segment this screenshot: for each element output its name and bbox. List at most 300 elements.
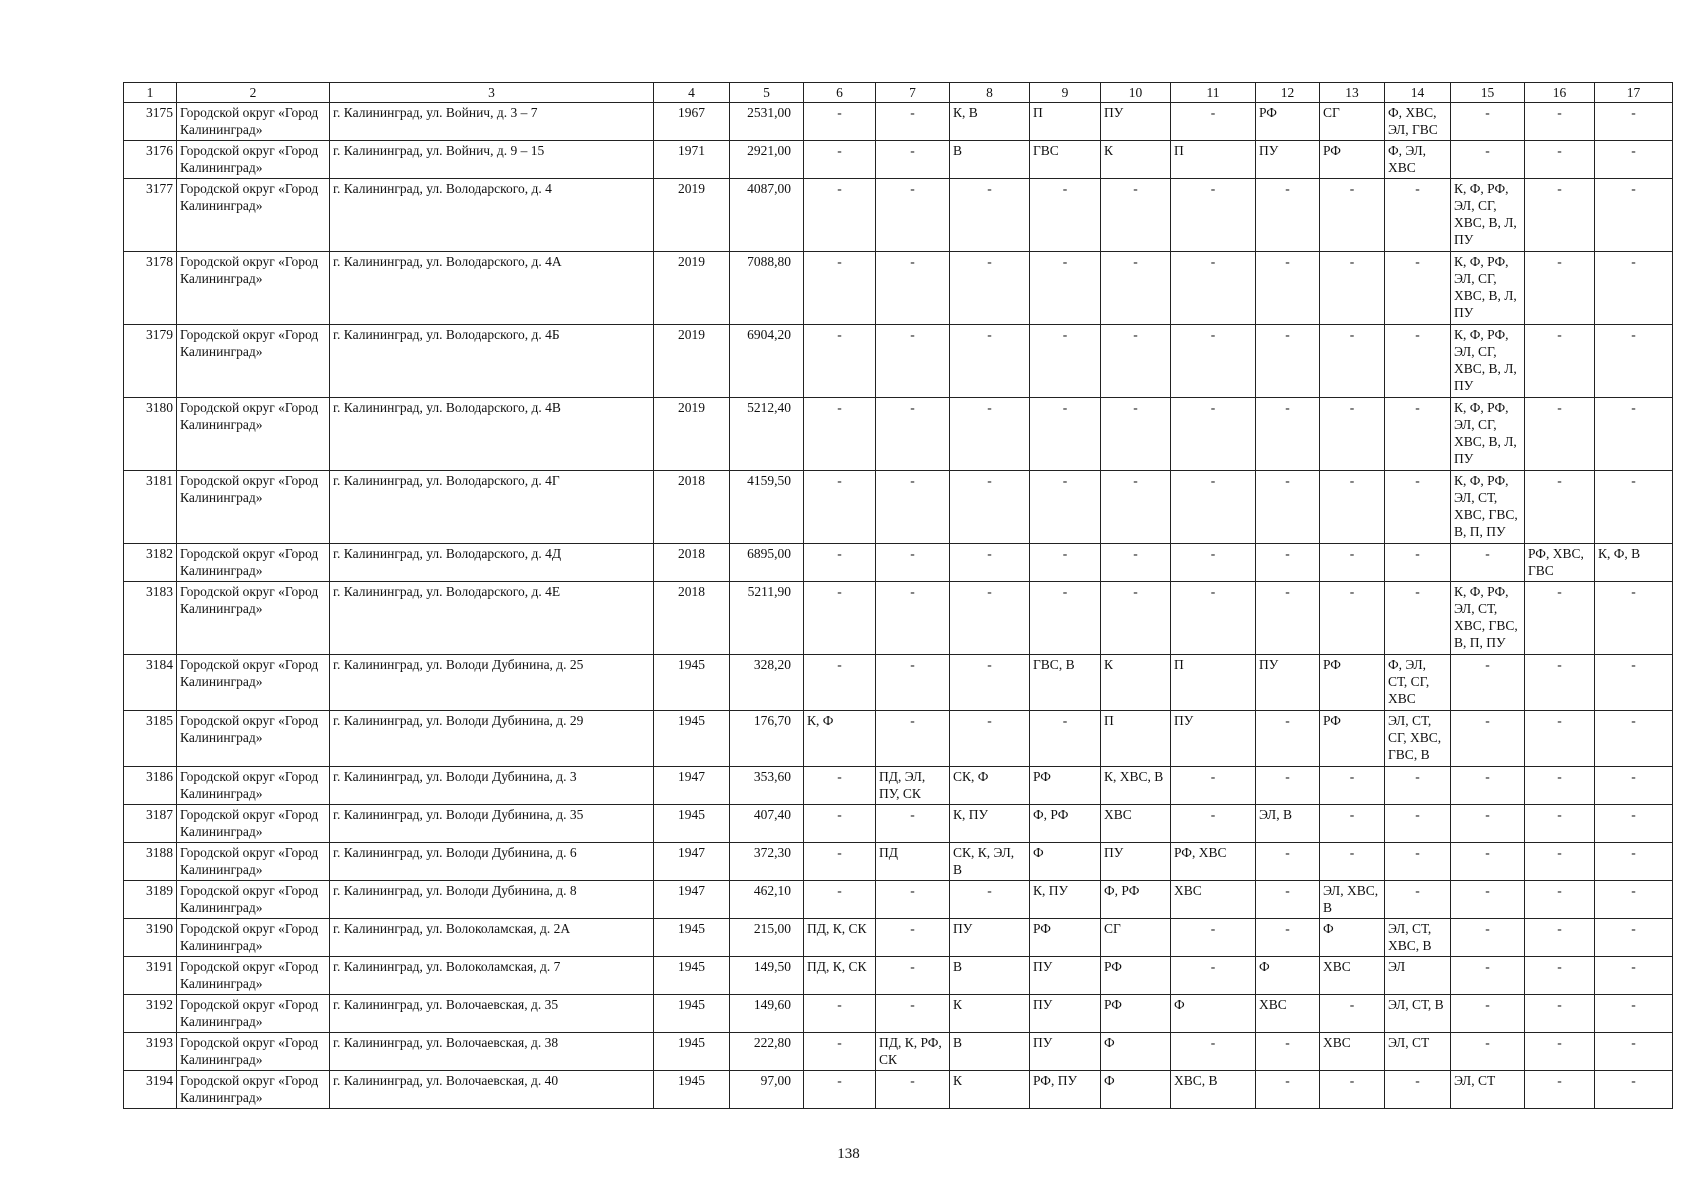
cell-num: 3186	[124, 767, 177, 805]
cell-c12: -	[1256, 767, 1320, 805]
cell-num: 3185	[124, 711, 177, 767]
cell-c17: -	[1595, 398, 1673, 471]
cell-c6: -	[804, 325, 876, 398]
cell-address: г. Калининград, ул. Володарского, д. 4Е	[330, 582, 654, 655]
cell-c16: РФ, ХВС, ГВС	[1525, 544, 1595, 582]
cell-c15: К, Ф, РФ, ЭЛ, СГ, ХВС, В, Л, ПУ	[1451, 252, 1525, 325]
cell-area: 407,40	[730, 805, 804, 843]
cell-c11: -	[1171, 103, 1256, 141]
cell-year: 1947	[654, 843, 730, 881]
cell-c16: -	[1525, 1071, 1595, 1109]
table-row	[124, 141, 1673, 179]
cell-num: 3189	[124, 881, 177, 919]
column-header: 6	[804, 83, 876, 103]
cell-c13: -	[1320, 995, 1385, 1033]
cell-area: 6904,20	[730, 325, 804, 398]
cell-c8: -	[950, 655, 1030, 711]
cell-c11: -	[1171, 544, 1256, 582]
cell-year: 1947	[654, 767, 730, 805]
cell-c9: ПУ	[1030, 957, 1101, 995]
cell-num: 3181	[124, 471, 177, 544]
table-row	[124, 252, 1673, 325]
cell-c15: -	[1451, 1033, 1525, 1071]
cell-c7: -	[876, 103, 950, 141]
cell-c9: ПУ	[1030, 995, 1101, 1033]
cell-okrug: Городской округ «Город Калининград»	[177, 655, 330, 711]
cell-c16: -	[1525, 805, 1595, 843]
cell-c6: -	[804, 252, 876, 325]
cell-c7: -	[876, 995, 950, 1033]
cell-c10: -	[1101, 544, 1171, 582]
cell-address: г. Калининград, ул. Володарского, д. 4А	[330, 252, 654, 325]
table-row	[124, 957, 1673, 995]
cell-address: г. Калининград, ул. Володарского, д. 4Д	[330, 544, 654, 582]
column-header: 9	[1030, 83, 1101, 103]
cell-area: 4159,50	[730, 471, 804, 544]
cell-c14: -	[1385, 252, 1451, 325]
cell-c11: П	[1171, 141, 1256, 179]
cell-c13: ХВС	[1320, 1033, 1385, 1071]
cell-area: 222,80	[730, 1033, 804, 1071]
cell-num: 3180	[124, 398, 177, 471]
cell-c8: -	[950, 881, 1030, 919]
cell-okrug: Городской округ «Город Калининград»	[177, 582, 330, 655]
cell-c11: -	[1171, 179, 1256, 252]
cell-c13: -	[1320, 1071, 1385, 1109]
cell-address: г. Калининград, ул. Володарского, д. 4Г	[330, 471, 654, 544]
cell-c10: Ф	[1101, 1033, 1171, 1071]
cell-c15: -	[1451, 843, 1525, 881]
cell-c6: ПД, К, СК	[804, 919, 876, 957]
cell-c10: -	[1101, 582, 1171, 655]
cell-c10: -	[1101, 179, 1171, 252]
cell-c7: ПД, К, РФ, СК	[876, 1033, 950, 1071]
cell-c15: ЭЛ, СТ	[1451, 1071, 1525, 1109]
cell-c8: К	[950, 1071, 1030, 1109]
cell-c9: РФ, ПУ	[1030, 1071, 1101, 1109]
cell-c12: Ф	[1256, 957, 1320, 995]
cell-c17: -	[1595, 711, 1673, 767]
cell-c9: Ф	[1030, 843, 1101, 881]
cell-year: 2019	[654, 252, 730, 325]
cell-c12: -	[1256, 398, 1320, 471]
cell-c6: -	[804, 655, 876, 711]
cell-num: 3188	[124, 843, 177, 881]
cell-c14: -	[1385, 179, 1451, 252]
cell-address: г. Калининград, ул. Володи Дубинина, д. 25	[330, 655, 654, 711]
cell-c7: -	[876, 919, 950, 957]
cell-c10: К	[1101, 141, 1171, 179]
cell-num: 3175	[124, 103, 177, 141]
cell-okrug: Городской округ «Город Калининград»	[177, 141, 330, 179]
cell-c11: ПУ	[1171, 711, 1256, 767]
cell-year: 2018	[654, 582, 730, 655]
table-row	[124, 103, 1673, 141]
cell-c12: -	[1256, 325, 1320, 398]
cell-c14: -	[1385, 398, 1451, 471]
cell-c16: -	[1525, 471, 1595, 544]
cell-c12: -	[1256, 1033, 1320, 1071]
cell-num: 3178	[124, 252, 177, 325]
table-row	[124, 1071, 1673, 1109]
cell-c15: -	[1451, 919, 1525, 957]
cell-c6: -	[804, 995, 876, 1033]
cell-c15: -	[1451, 103, 1525, 141]
cell-c13: -	[1320, 805, 1385, 843]
cell-c14: -	[1385, 1071, 1451, 1109]
cell-address: г. Калининград, ул. Войнич, д. 3 – 7	[330, 103, 654, 141]
cell-c6: -	[804, 843, 876, 881]
cell-c17: -	[1595, 957, 1673, 995]
cell-year: 1945	[654, 711, 730, 767]
cell-address: г. Калининград, ул. Волоколамская, д. 2А	[330, 919, 654, 957]
cell-c11: -	[1171, 805, 1256, 843]
cell-c11: -	[1171, 471, 1256, 544]
cell-c12: ПУ	[1256, 655, 1320, 711]
cell-address: г. Калининград, ул. Володи Дубинина, д. 6	[330, 843, 654, 881]
cell-c15: -	[1451, 655, 1525, 711]
cell-c17: -	[1595, 995, 1673, 1033]
cell-c8: -	[950, 544, 1030, 582]
cell-okrug: Городской округ «Город Калининград»	[177, 544, 330, 582]
cell-okrug: Городской округ «Город Калининград»	[177, 995, 330, 1033]
cell-okrug: Городской округ «Город Калининград»	[177, 1071, 330, 1109]
cell-area: 5212,40	[730, 398, 804, 471]
cell-num: 3184	[124, 655, 177, 711]
cell-c8: ПУ	[950, 919, 1030, 957]
cell-c16: -	[1525, 398, 1595, 471]
cell-c6: -	[804, 141, 876, 179]
cell-c7: -	[876, 1071, 950, 1109]
cell-c7: ПД, ЭЛ, ПУ, СК	[876, 767, 950, 805]
cell-c15: К, Ф, РФ, ЭЛ, СГ, ХВС, В, Л, ПУ	[1451, 325, 1525, 398]
cell-c11: -	[1171, 252, 1256, 325]
cell-c14: ЭЛ, СТ, СГ, ХВС, ГВС, В	[1385, 711, 1451, 767]
cell-c14: -	[1385, 805, 1451, 843]
cell-c14: Ф, ХВС, ЭЛ, ГВС	[1385, 103, 1451, 141]
cell-c13: ХВС	[1320, 957, 1385, 995]
cell-c13: -	[1320, 179, 1385, 252]
cell-area: 176,70	[730, 711, 804, 767]
cell-c11: РФ, ХВС	[1171, 843, 1256, 881]
cell-c17: -	[1595, 141, 1673, 179]
cell-c11: -	[1171, 919, 1256, 957]
cell-year: 2019	[654, 398, 730, 471]
cell-year: 1971	[654, 141, 730, 179]
cell-c13: -	[1320, 767, 1385, 805]
cell-c10: СГ	[1101, 919, 1171, 957]
cell-c16: -	[1525, 141, 1595, 179]
cell-c7: -	[876, 881, 950, 919]
cell-c10: ПУ	[1101, 103, 1171, 141]
table-row	[124, 919, 1673, 957]
cell-c9: ГВС	[1030, 141, 1101, 179]
cell-c13: -	[1320, 582, 1385, 655]
cell-c6: -	[804, 398, 876, 471]
cell-c9: -	[1030, 711, 1101, 767]
column-header: 13	[1320, 83, 1385, 103]
cell-area: 97,00	[730, 1071, 804, 1109]
cell-c17: -	[1595, 805, 1673, 843]
cell-c9: ПУ	[1030, 1033, 1101, 1071]
cell-c8: К, ПУ	[950, 805, 1030, 843]
cell-c14: -	[1385, 325, 1451, 398]
column-header: 2	[177, 83, 330, 103]
cell-c16: -	[1525, 655, 1595, 711]
cell-c13: РФ	[1320, 141, 1385, 179]
cell-c8: В	[950, 957, 1030, 995]
cell-c15: К, Ф, РФ, ЭЛ, СТ, ХВС, ГВС, В, П, ПУ	[1451, 471, 1525, 544]
cell-c12: -	[1256, 544, 1320, 582]
table-row	[124, 655, 1673, 711]
cell-c7: -	[876, 179, 950, 252]
column-header: 11	[1171, 83, 1256, 103]
cell-c16: -	[1525, 957, 1595, 995]
cell-c13: -	[1320, 843, 1385, 881]
cell-c13: -	[1320, 325, 1385, 398]
cell-c16: -	[1525, 919, 1595, 957]
cell-c6: -	[804, 881, 876, 919]
cell-c13: Ф	[1320, 919, 1385, 957]
cell-c16: -	[1525, 881, 1595, 919]
cell-c8: -	[950, 398, 1030, 471]
cell-c16: -	[1525, 252, 1595, 325]
cell-year: 1945	[654, 1071, 730, 1109]
cell-c12: ЭЛ, В	[1256, 805, 1320, 843]
cell-c12: -	[1256, 711, 1320, 767]
cell-c12: ХВС	[1256, 995, 1320, 1033]
cell-c8: -	[950, 325, 1030, 398]
table-row	[124, 398, 1673, 471]
cell-c16: -	[1525, 711, 1595, 767]
cell-c15: К, Ф, РФ, ЭЛ, СТ, ХВС, ГВС, В, П, ПУ	[1451, 582, 1525, 655]
cell-c15: К, Ф, РФ, ЭЛ, СГ, ХВС, В, Л, ПУ	[1451, 398, 1525, 471]
cell-c12: -	[1256, 252, 1320, 325]
table-row	[124, 582, 1673, 655]
cell-c8: СК, Ф	[950, 767, 1030, 805]
cell-year: 1945	[654, 805, 730, 843]
cell-c8: В	[950, 141, 1030, 179]
cell-c7: -	[876, 805, 950, 843]
cell-c17: -	[1595, 843, 1673, 881]
cell-c17: -	[1595, 471, 1673, 544]
column-number-row	[124, 83, 1673, 103]
cell-c6: -	[804, 767, 876, 805]
cell-c9: К, ПУ	[1030, 881, 1101, 919]
cell-c13: СГ	[1320, 103, 1385, 141]
cell-c11: -	[1171, 1033, 1256, 1071]
cell-num: 3190	[124, 919, 177, 957]
cell-area: 215,00	[730, 919, 804, 957]
cell-c16: -	[1525, 179, 1595, 252]
cell-year: 1945	[654, 919, 730, 957]
cell-c12: -	[1256, 843, 1320, 881]
cell-c17: -	[1595, 1033, 1673, 1071]
cell-address: г. Калининград, ул. Володарского, д. 4В	[330, 398, 654, 471]
cell-c11: ХВС	[1171, 881, 1256, 919]
table-row	[124, 325, 1673, 398]
cell-c6: -	[804, 805, 876, 843]
cell-c10: К, ХВС, В	[1101, 767, 1171, 805]
cell-area: 149,60	[730, 995, 804, 1033]
cell-year: 1945	[654, 655, 730, 711]
cell-year: 1945	[654, 957, 730, 995]
table-row	[124, 711, 1673, 767]
cell-c9: -	[1030, 544, 1101, 582]
cell-address: г. Калининград, ул. Володи Дубинина, д. 29	[330, 711, 654, 767]
table-row	[124, 544, 1673, 582]
cell-c16: -	[1525, 995, 1595, 1033]
cell-c16: -	[1525, 325, 1595, 398]
cell-okrug: Городской округ «Город Калининград»	[177, 843, 330, 881]
cell-okrug: Городской округ «Город Калининград»	[177, 919, 330, 957]
column-header: 3	[330, 83, 654, 103]
cell-c8: -	[950, 711, 1030, 767]
cell-c13: РФ	[1320, 711, 1385, 767]
cell-c14: ЭЛ, СТ, В	[1385, 995, 1451, 1033]
cell-c17: -	[1595, 655, 1673, 711]
cell-c16: -	[1525, 582, 1595, 655]
cell-okrug: Городской округ «Город Калининград»	[177, 325, 330, 398]
cell-c15: -	[1451, 711, 1525, 767]
page-number: 138	[837, 1146, 860, 1162]
column-header: 14	[1385, 83, 1451, 103]
cell-c12: -	[1256, 179, 1320, 252]
cell-c13: -	[1320, 398, 1385, 471]
cell-c10: ХВС	[1101, 805, 1171, 843]
column-header: 4	[654, 83, 730, 103]
cell-c15: -	[1451, 544, 1525, 582]
cell-c6: -	[804, 582, 876, 655]
cell-num: 3192	[124, 995, 177, 1033]
cell-year: 2019	[654, 179, 730, 252]
cell-c11: -	[1171, 957, 1256, 995]
cell-c15: -	[1451, 957, 1525, 995]
cell-area: 7088,80	[730, 252, 804, 325]
cell-c10: -	[1101, 252, 1171, 325]
cell-c12: -	[1256, 582, 1320, 655]
cell-c6: -	[804, 1033, 876, 1071]
cell-c14: ЭЛ	[1385, 957, 1451, 995]
cell-c11: Ф	[1171, 995, 1256, 1033]
cell-c7: -	[876, 141, 950, 179]
registry-table	[123, 82, 1673, 1109]
cell-c15: -	[1451, 881, 1525, 919]
table-row	[124, 471, 1673, 544]
cell-c6: -	[804, 179, 876, 252]
cell-c9: -	[1030, 325, 1101, 398]
cell-c7: -	[876, 957, 950, 995]
cell-c11: -	[1171, 767, 1256, 805]
cell-c17: -	[1595, 919, 1673, 957]
cell-c9: РФ	[1030, 919, 1101, 957]
cell-c14: -	[1385, 544, 1451, 582]
cell-c12: ПУ	[1256, 141, 1320, 179]
table-row	[124, 179, 1673, 252]
cell-c17: -	[1595, 582, 1673, 655]
cell-c13: ЭЛ, ХВС, В	[1320, 881, 1385, 919]
cell-c14: Ф, ЭЛ, ХВС	[1385, 141, 1451, 179]
cell-okrug: Городской округ «Город Калининград»	[177, 881, 330, 919]
cell-c17: -	[1595, 767, 1673, 805]
cell-year: 1947	[654, 881, 730, 919]
cell-c9: -	[1030, 398, 1101, 471]
cell-num: 3191	[124, 957, 177, 995]
cell-c16: -	[1525, 103, 1595, 141]
cell-c10: К	[1101, 655, 1171, 711]
cell-c17: -	[1595, 325, 1673, 398]
cell-c6: -	[804, 471, 876, 544]
cell-c17: -	[1595, 179, 1673, 252]
cell-c6: -	[804, 544, 876, 582]
cell-c16: -	[1525, 1033, 1595, 1071]
column-header: 16	[1525, 83, 1595, 103]
cell-area: 149,50	[730, 957, 804, 995]
cell-c10: Ф, РФ	[1101, 881, 1171, 919]
cell-c15: К, Ф, РФ, ЭЛ, СГ, ХВС, В, Л, ПУ	[1451, 179, 1525, 252]
cell-c11: -	[1171, 582, 1256, 655]
column-header: 10	[1101, 83, 1171, 103]
cell-c11: ХВС, В	[1171, 1071, 1256, 1109]
cell-c9: ГВС, В	[1030, 655, 1101, 711]
cell-c7: -	[876, 544, 950, 582]
cell-c12: -	[1256, 1071, 1320, 1109]
cell-c8: -	[950, 179, 1030, 252]
cell-c9: Ф, РФ	[1030, 805, 1101, 843]
cell-c16: -	[1525, 767, 1595, 805]
cell-okrug: Городской округ «Город Калининград»	[177, 767, 330, 805]
cell-address: г. Калининград, ул. Волочаевская, д. 38	[330, 1033, 654, 1071]
cell-c8: К, В	[950, 103, 1030, 141]
cell-num: 3194	[124, 1071, 177, 1109]
cell-c8: -	[950, 252, 1030, 325]
cell-c13: -	[1320, 471, 1385, 544]
cell-okrug: Городской округ «Город Калининград»	[177, 805, 330, 843]
cell-c9: -	[1030, 252, 1101, 325]
cell-c15: -	[1451, 995, 1525, 1033]
cell-c10: РФ	[1101, 995, 1171, 1033]
cell-okrug: Городской округ «Город Калининград»	[177, 471, 330, 544]
cell-c14: Ф, ЭЛ, СТ, СГ, ХВС	[1385, 655, 1451, 711]
cell-c6: -	[804, 103, 876, 141]
cell-c10: -	[1101, 471, 1171, 544]
cell-okrug: Городской округ «Город Калининград»	[177, 252, 330, 325]
cell-c14: -	[1385, 881, 1451, 919]
cell-address: г. Калининград, ул. Володи Дубинина, д. 8	[330, 881, 654, 919]
cell-c16: -	[1525, 843, 1595, 881]
cell-year: 2018	[654, 471, 730, 544]
cell-area: 2921,00	[730, 141, 804, 179]
cell-c9: П	[1030, 103, 1101, 141]
cell-year: 1967	[654, 103, 730, 141]
cell-c8: В	[950, 1033, 1030, 1071]
cell-c17: -	[1595, 252, 1673, 325]
cell-c10: -	[1101, 398, 1171, 471]
cell-okrug: Городской округ «Город Калининград»	[177, 957, 330, 995]
cell-area: 5211,90	[730, 582, 804, 655]
cell-c17: -	[1595, 1071, 1673, 1109]
cell-address: г. Калининград, ул. Володи Дубинина, д. 35	[330, 805, 654, 843]
cell-c12: РФ	[1256, 103, 1320, 141]
cell-num: 3177	[124, 179, 177, 252]
cell-c9: -	[1030, 582, 1101, 655]
cell-c10: Ф	[1101, 1071, 1171, 1109]
cell-c14: -	[1385, 582, 1451, 655]
cell-c12: -	[1256, 881, 1320, 919]
cell-c8: -	[950, 471, 1030, 544]
cell-area: 372,30	[730, 843, 804, 881]
cell-address: г. Калининград, ул. Володарского, д. 4Б	[330, 325, 654, 398]
